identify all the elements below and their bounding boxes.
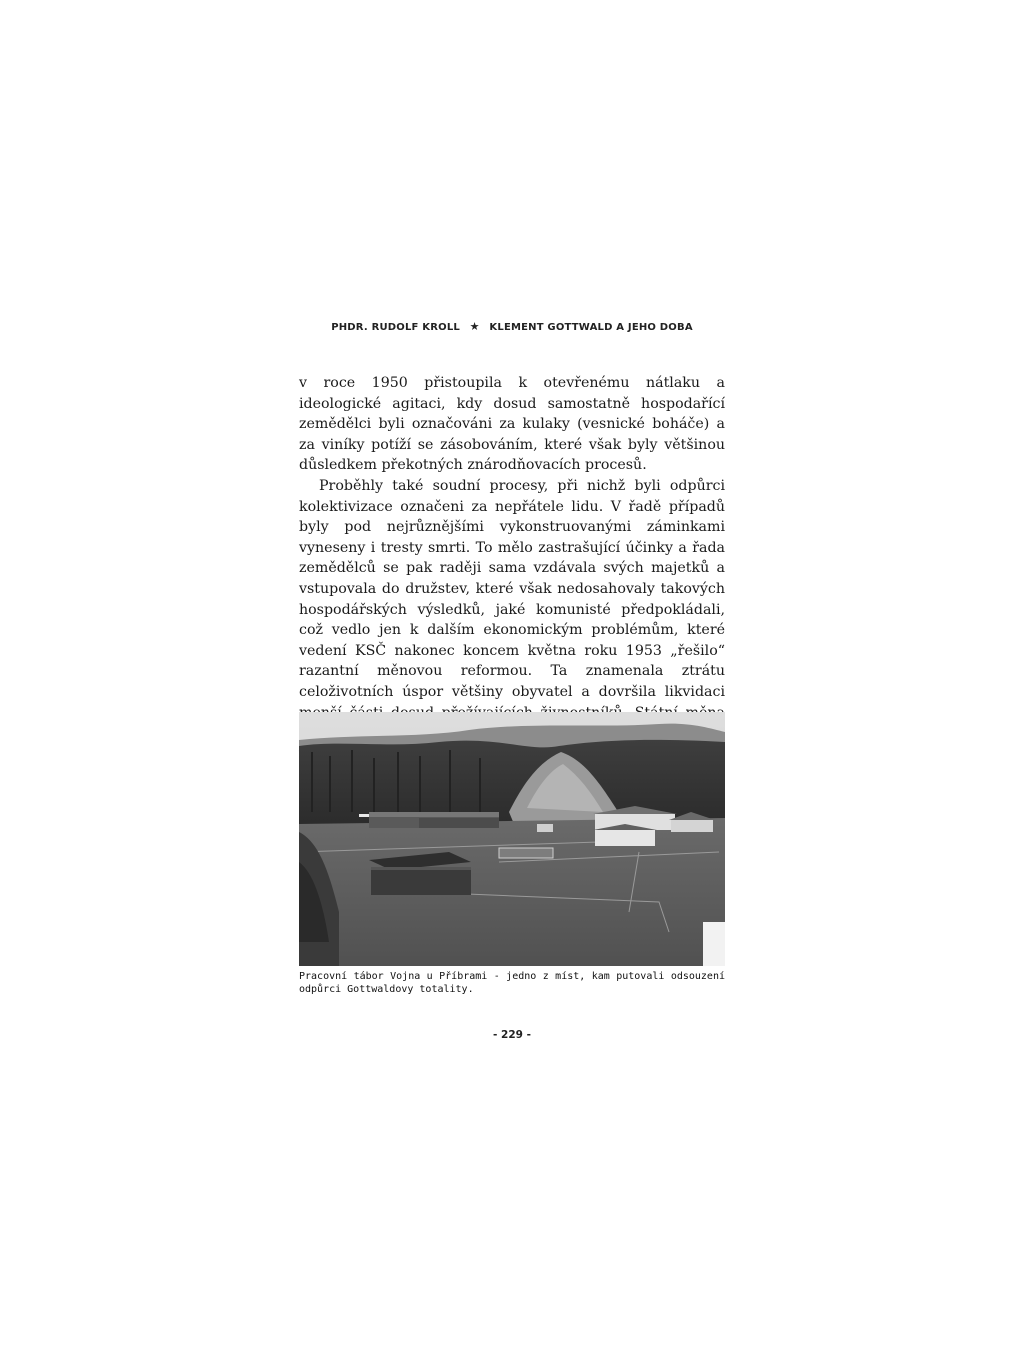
paragraph-2: Proběhly také soudní procesy, při nichž byli odpůrci kolektivizace označeni za nepřátele lidu. V řadě případů byly pod nejrůznějšími vykonstruovanými záminkami vyneseny i tresty smrti. To mělo zastrašující účinky a řada zemědělců se pak raději sama vzdávala svých majetků a vstupovala do družstev, které však nedosahovaly takových hospodářských výsledků, jaké komunisté předpokládali, což vedlo jen k dalším ekonomickým problémům, které vedení KSČ nakonec koncem května roku 1953 „řešilo“ razantní měnovou reformou. Ta znamenala ztrátu celoživotních úspor většiny obyvatel a dovršila likvidaci: [299, 477, 725, 700]
star-icon: ★: [469, 320, 480, 333]
page-number: - 229 -: [493, 1029, 531, 1041]
camp-photograph: [299, 712, 725, 966]
photo-caption: Pracovní tábor Vojna u Příbrami - jedno z míst, kam putovali odsouzení odpůrci Gottwaldovy totality.: [299, 971, 725, 995]
paragraph-1: v roce 1950 přistoupila k otevřenému nátlaku a ideologické agitaci, kdy dosud samostatně hospodařící zemědělci byli označováni za kulaky (vesnické boháče) a za viníky potíží se zásobováním, které však byly většinou důsledkem překotných znárodňovacích procesů.: [299, 375, 725, 474]
body-text: [299, 373, 725, 764]
running-header: [0, 320, 1024, 333]
header-book-title: KLEMENT GOTTWALD A JEHO DOBA: [489, 322, 693, 333]
header-author: PHDR. RUDOLF KROLL: [331, 322, 460, 333]
